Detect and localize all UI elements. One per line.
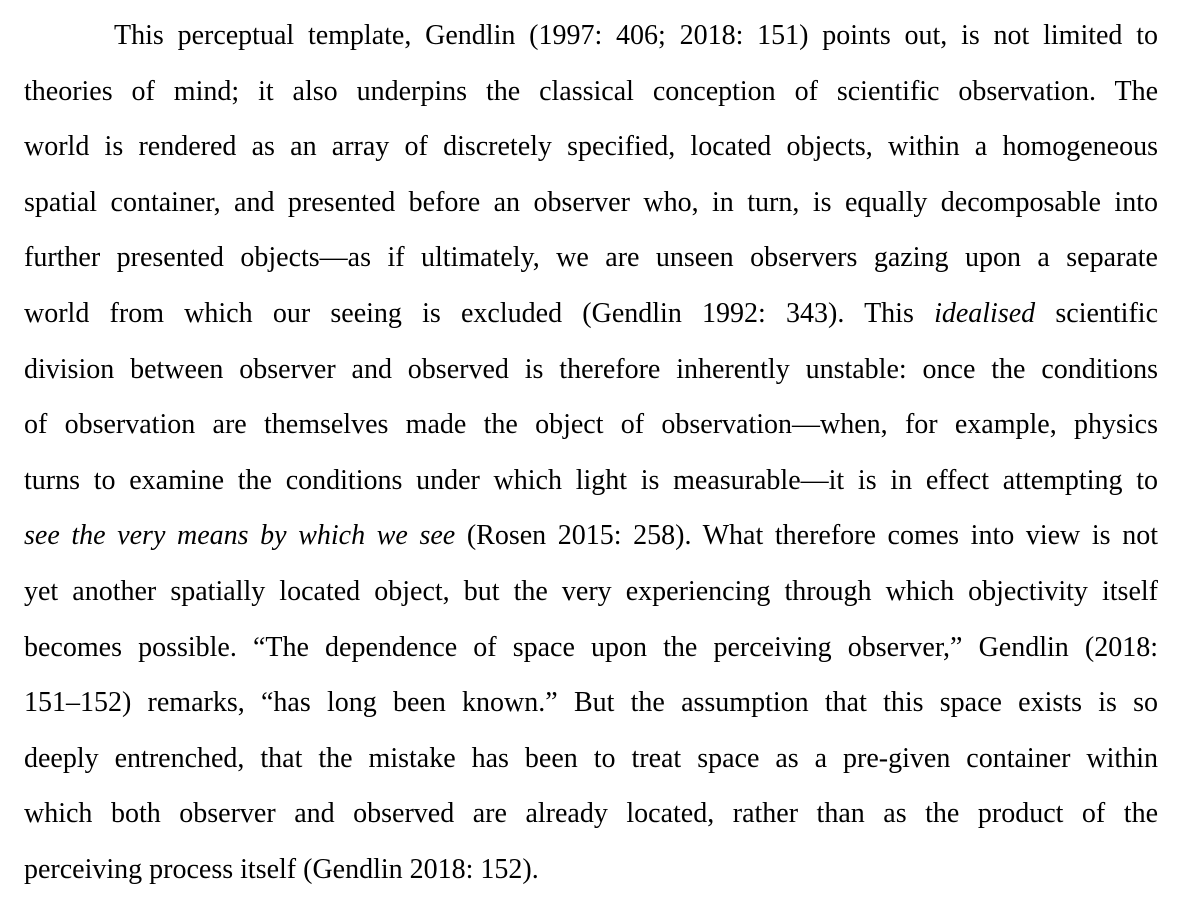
text-segment: perceiving process itself (Gendlin 2018: 152).: [24, 853, 539, 885]
text-segment: world from which our seeing is excluded (Gendlin 1992: 343). This: [24, 297, 935, 329]
text-segment: deeply entrenched, that the mistake has been to treat space as a pre-given container within: [24, 742, 1158, 774]
text-segment: division between observer and observed is therefore inherently unstable: once the conditions: [24, 353, 1158, 385]
text-line: [24, 64, 1158, 120]
text-segment: 151–152) remarks, “has long been known.” But the assumption that this space exists is so: [24, 687, 1158, 719]
text-line: [24, 119, 1158, 175]
text-line: [24, 564, 1158, 620]
text-line: [24, 175, 1158, 231]
document-page: [24, 8, 1158, 898]
text-line: [24, 397, 1158, 453]
text-line: [24, 230, 1158, 286]
text-line: [24, 842, 1158, 898]
text-line: [24, 342, 1158, 398]
text-segment: scientific: [1035, 297, 1158, 329]
text-segment: of observation are themselves made the object of observation—when, for example, physics: [24, 409, 1158, 441]
text-line: [24, 786, 1158, 842]
italic-text: see the very means by which we see: [24, 520, 456, 552]
text-segment: (Rosen 2015: 258). What therefore comes into view is not: [455, 520, 1158, 552]
text-line: [24, 620, 1158, 676]
text-segment: world is rendered as an array of discretely specified, located objects, within a homogeneous: [24, 131, 1158, 163]
text-line: [24, 508, 1158, 564]
text-segment: becomes possible. “The dependence of space upon the perceiving observer,” Gendlin (2018:: [24, 631, 1158, 663]
text-segment: spatial container, and presented before an observer who, in turn, is equally decomposable into: [24, 186, 1158, 218]
text-segment: This perceptual template, Gendlin (1997: 406; 2018: 151) points out, is not limited to: [114, 20, 1158, 51]
text-segment: theories of mind; it also underpins the classical conception of scientific observation. The: [24, 75, 1158, 107]
body-paragraph: [24, 8, 1158, 898]
text-line: [24, 675, 1158, 731]
text-segment: yet another spatially located object, but the very experiencing through which objectivity itself: [24, 575, 1158, 607]
text-line: [24, 731, 1158, 787]
italic-text: idealised: [934, 297, 1036, 329]
text-segment: which both observer and observed are already located, rather than as the product of the: [24, 798, 1158, 830]
text-line: [24, 8, 1158, 64]
text-line: [24, 453, 1158, 509]
text-segment: turns to examine the conditions under which light is measurable—it is in effect attempting to: [24, 464, 1158, 496]
text-segment: further presented objects—as if ultimately, we are unseen observers gazing upon a separate: [24, 242, 1158, 274]
text-line: [24, 286, 1158, 342]
